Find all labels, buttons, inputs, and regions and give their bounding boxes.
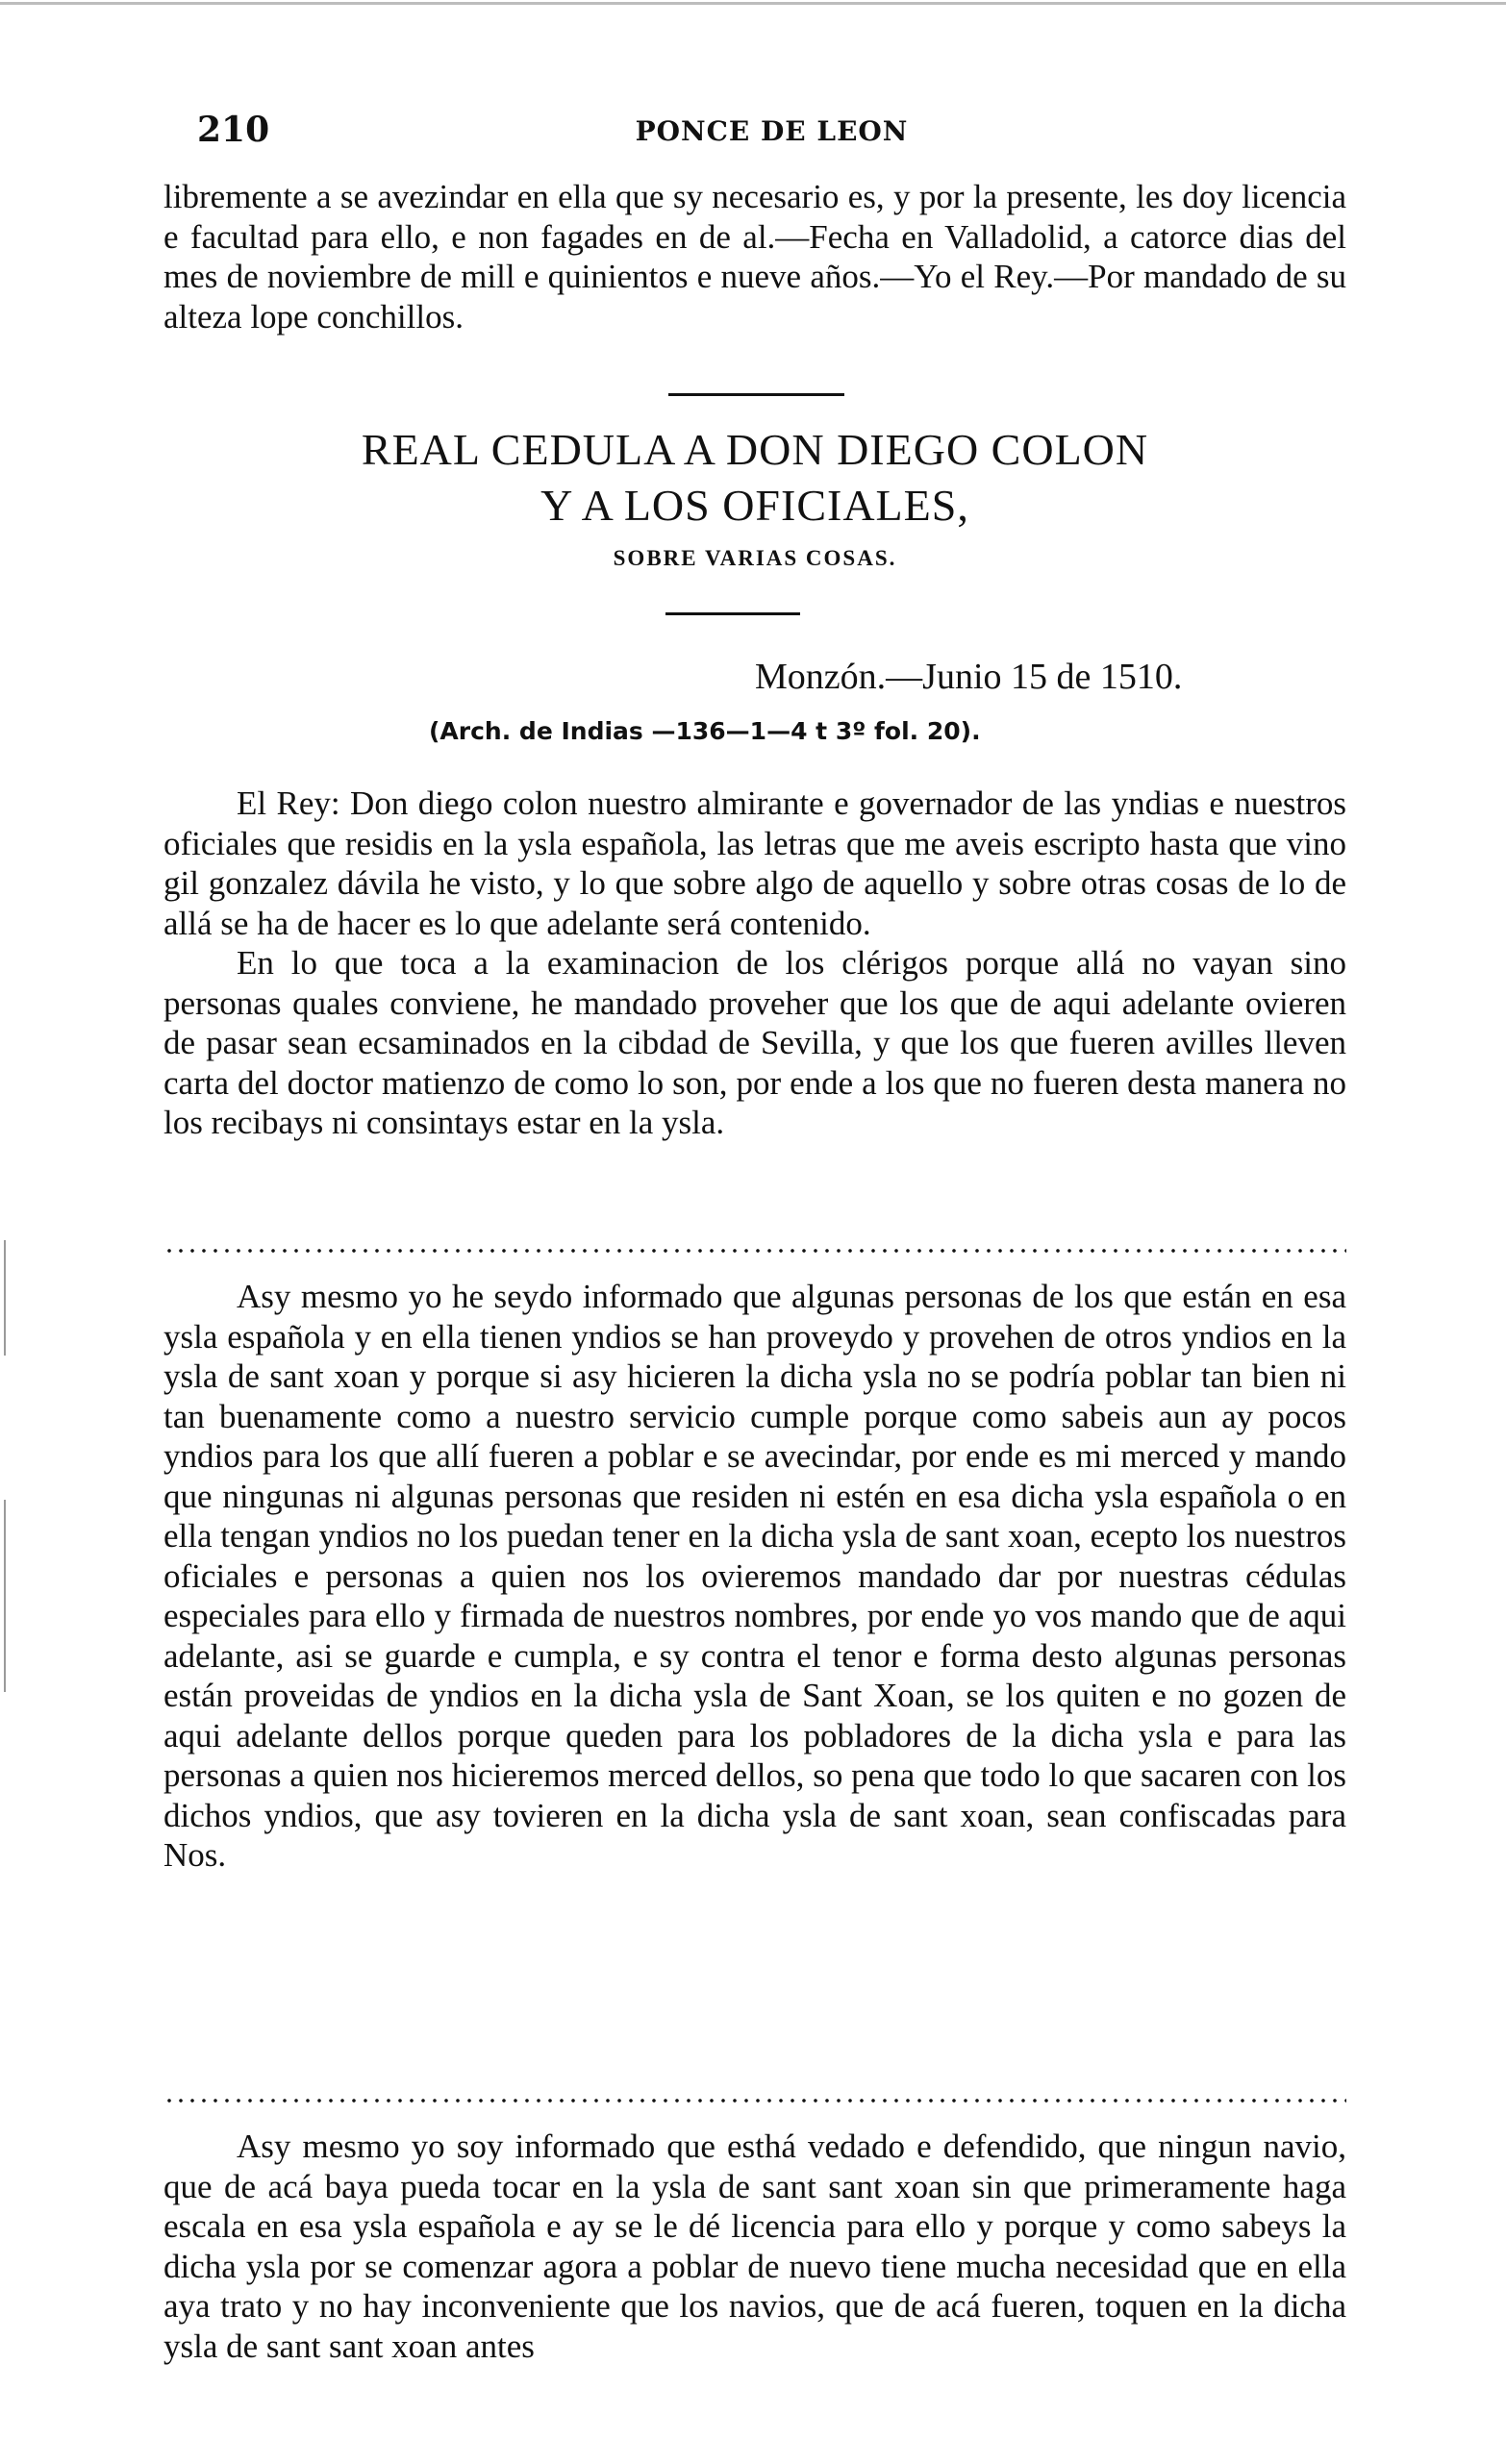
scan-margin-mark: [4, 1500, 6, 1692]
ellipsis-row: [163, 1249, 1346, 1253]
scan-margin-mark: [4, 1240, 6, 1356]
paragraph: Asy mesmo yo soy informado que esthá vedado e defendido, que ningun navio, que de acá baya pueda tocar en la ysla de sant sant xoan sin que primeramente haga escala en esa ysla española e ay se le dé licencia para ello y porque y como sabeys la dicha ysla por se comenzar agora a poblar de nuevo tiene mucha necesidad que en ella aya trato y no hay inconveniente que los navios, que de acá fueren, toquen en la dicha ysla de sant sant xoan antes: [163, 2128, 1346, 2365]
page-number: 210: [197, 110, 270, 150]
ellipsis-row: [163, 2099, 1346, 2103]
paragraph: En lo que toca a la examinacion de los clérigos porque allá no vayan sino personas quales conviene, he mandado proveher que los que de aqui adelante ovieren de pasar sean ecsaminados en la cibdad de Sevilla, y que los que fueren avilles lleven carta del doctor matienzo de como lo son, por ende a los que no fueren desta manera no los recibays ni consintays estar en la ysla.: [163, 944, 1346, 1141]
body-paragraphs-1: [163, 784, 1346, 1143]
document-title-line2: Y A LOS OFICIALES,: [540, 481, 969, 530]
intro-text: libremente a se avezindar en ella que sy necesario es, y por la presente, les doy licencia e facultad para ello, e non fagades en de al.—Fecha en Valladolid, a catorce dias del mes de noviembre de mill e quinientos e nueve años.—Yo el Rey.—Por mandado de su alteza lope conchillos.: [163, 178, 1346, 336]
running-head: PONCE DE LEON: [635, 115, 909, 147]
paragraph: El Rey: Don diego colon nuestro almirante e governador de las yndias e nuestros oficiales que residis en la ysla española, las letras que me aveis escripto hasta que vino gil gonzalez dávila he visto, y lo que sobre algo de aquello y sobre otras cosas de lo de allá se ha de hacer es lo que adelante será contenido.: [163, 784, 1346, 942]
document-title-line1: REAL CEDULA A DON DIEGO COLON: [361, 425, 1149, 474]
archive-reference: (Arch. de Indias —136—1—4 t 3º fol. 20).: [429, 717, 981, 745]
body-paragraphs-2: [163, 1277, 1346, 1876]
document-date: Monzón.—Junio 15 de 1510.: [755, 657, 1183, 697]
paragraph: Asy mesmo yo he seydo informado que algunas personas de los que están en esa ysla española y en ella tienen yndios se han proveydo y provehen de otros yndios en la ysla de sant xoan y porque si asy hicieren la dicha ysla no se podría poblar tan bien ni tan buenamente como a nuestro servicio cumple porque como sabeis aun ay pocos yndios para los que allí fueren a poblar e se avecindar, por ende es mi merced y mando que ningunas ni algunas personas que residen ni estén en esa dicha ysla española o en ella tengan yndios no los puedan tener en la dicha ysla de sant xoan, ecepto los nuestros oficiales e personas a quien nos los ovieremos mandado dar por nuestras cédulas especiales para ello y firmada de nuestros nombres, por ende yo vos mando que de aqui adelante, asi se guarde e cumpla, e sy contra el tenor e forma desto algunas personas están proveidas de yndios en la dicha ysla de Sant Xoan, se los quiten e no gozen de aqui adelante dellos porque queden para los pobladores de la dicha ysla e para las personas a quien nos hicieremos merced dellos, so pena que todo lo que sacaren con los dichos yndios, que asy tovieren en la dicha ysla de sant xoan, sean confiscadas para Nos.: [163, 1278, 1346, 1874]
page-header: [197, 110, 1346, 158]
scan-top-border: [0, 2, 1506, 5]
body-paragraphs-3: [163, 2127, 1346, 2366]
intro-paragraph: [163, 177, 1346, 336]
separator-rule-2: [665, 612, 800, 615]
document-subtitle: SOBRE VARIAS COSAS.: [613, 546, 897, 570]
separator-rule: [668, 393, 844, 396]
